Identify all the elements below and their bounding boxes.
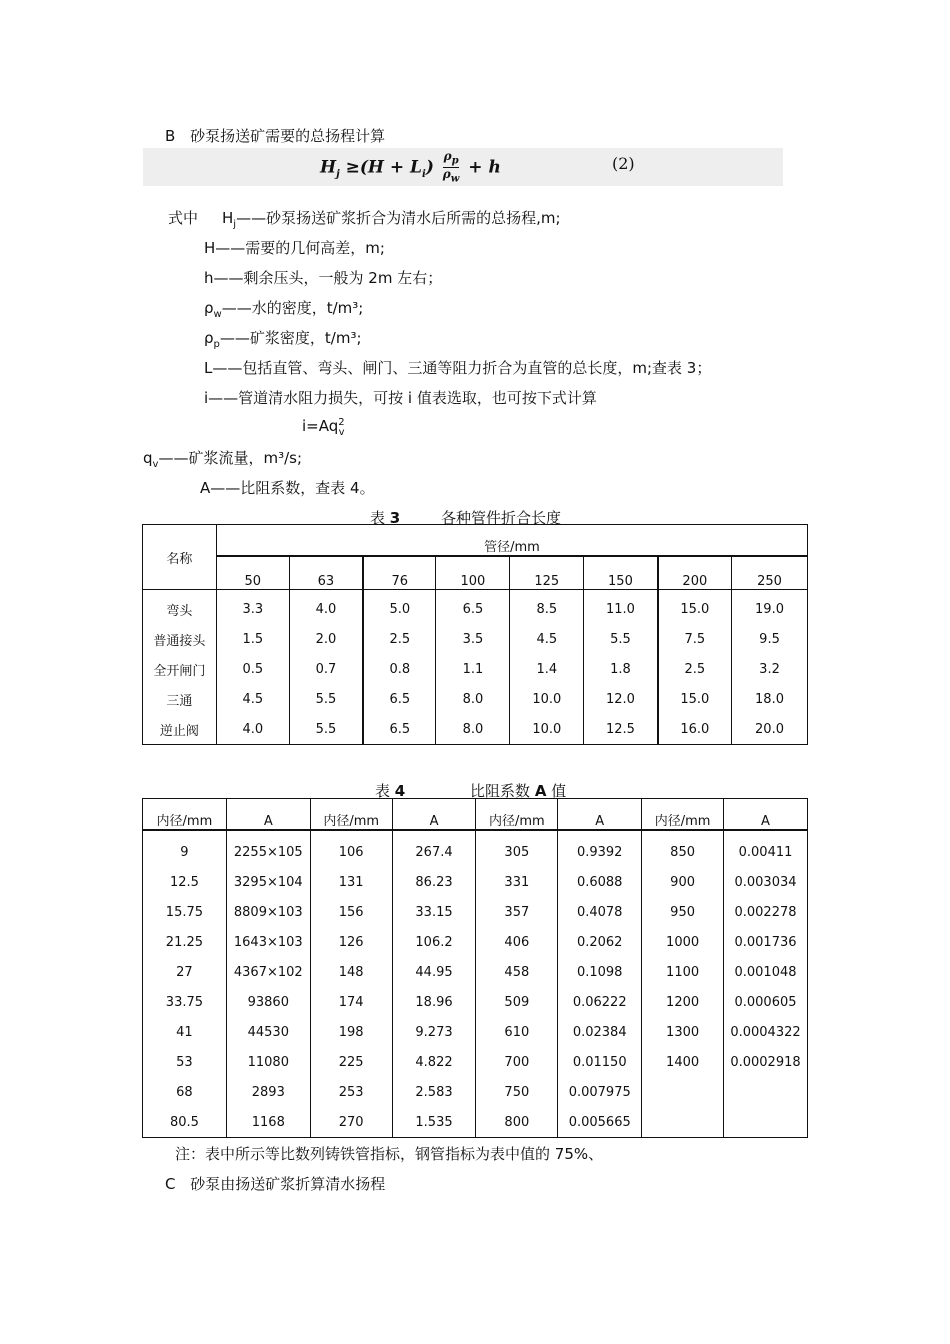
table4-cell: 9 [143, 830, 227, 867]
table4-cell: 0.0002918 [724, 1047, 808, 1077]
table4-cell: 900 [642, 867, 724, 897]
table4-cell: 0.00411 [724, 830, 808, 867]
table4-caption-num: 4 [394, 782, 406, 800]
table4-row [143, 957, 808, 987]
table3-caption-prefix: 表 [370, 509, 386, 527]
table4-cell: 700 [476, 1047, 558, 1077]
table4-cell: 44.95 [392, 957, 476, 987]
table3-row [143, 684, 808, 714]
table4-cell: 8809×103 [226, 897, 310, 927]
formula-tail: + h [468, 157, 501, 178]
table4-header-cell: 内径/mm [310, 799, 392, 831]
table3-cell: 12.0 [584, 684, 658, 714]
hj-symbol: H [222, 209, 234, 227]
table3-cell: 7.5 [658, 624, 732, 654]
table3-diameter-cell: 63 [289, 556, 363, 590]
table3-cell: 18.0 [732, 684, 808, 714]
frac-den: ρ [442, 167, 451, 182]
table4-cell: 33.15 [392, 897, 476, 927]
table4-cell: 1000 [642, 927, 724, 957]
table4-row [143, 897, 808, 927]
table4-cell: 126 [310, 927, 392, 957]
table4-header-cell: 内径/mm [642, 799, 724, 831]
section-c-heading [165, 1173, 385, 1194]
table3-diameter-cell: 250 [732, 556, 808, 590]
table3-row-name: 三通 [143, 684, 217, 714]
table4-cell: 850 [642, 830, 724, 867]
table4-cell: 106.2 [392, 927, 476, 957]
table4-row [143, 927, 808, 957]
table4-cell: 106 [310, 830, 392, 867]
table4-row [143, 987, 808, 1017]
rho-w-text: ——水的密度，t/m³; [221, 299, 364, 317]
table3-header-row [143, 525, 808, 557]
def-i-equation [302, 417, 345, 438]
table4-cell: 198 [310, 1017, 392, 1047]
table4-header-cell: A [558, 799, 642, 831]
table3-cell: 9.5 [732, 624, 808, 654]
rho-p-text: ——矿浆密度，t/m³; [219, 329, 362, 347]
table4-cell: 0.001048 [724, 957, 808, 987]
rho-w-symbol: ρ [204, 299, 214, 317]
table4-header-cell: A [392, 799, 476, 831]
table3-cell: 5.5 [584, 624, 658, 654]
table4-cell: 12.5 [143, 867, 227, 897]
def-rho-w [204, 297, 363, 320]
table4-row [143, 1017, 808, 1047]
table3-row-name: 全开闸门 [143, 654, 217, 684]
table4-cell: 0.005665 [558, 1107, 642, 1138]
table4-cell: 9.273 [392, 1017, 476, 1047]
table4-cell: 27 [143, 957, 227, 987]
table3-cell: 1.8 [584, 654, 658, 684]
table4-cell: 357 [476, 897, 558, 927]
table4-cell: 1168 [226, 1107, 310, 1138]
i-eq-sup: 2 [338, 417, 345, 428]
i-eq-sub: v [338, 427, 345, 438]
table4-cell: 174 [310, 987, 392, 1017]
table3-cell: 0.8 [363, 654, 436, 684]
table4-cell: 750 [476, 1077, 558, 1107]
table4-cell: 0.002278 [724, 897, 808, 927]
table4-row [143, 1077, 808, 1107]
table4-caption-prefix: 表 [375, 782, 391, 800]
table4-cell: 0.001736 [724, 927, 808, 957]
table4-cell: 225 [310, 1047, 392, 1077]
table4-cell: 305 [476, 830, 558, 867]
table3-cell: 4.0 [216, 714, 289, 745]
table4-cell: 0.1098 [558, 957, 642, 987]
table3-cell: 3.5 [436, 624, 510, 654]
table3-cell: 6.5 [436, 590, 510, 625]
table4-cell [642, 1107, 724, 1138]
table3-cell: 3.2 [732, 654, 808, 684]
table4-cell: 2.583 [392, 1077, 476, 1107]
table3-cell: 4.0 [289, 590, 363, 625]
table4-cell: 0.9392 [558, 830, 642, 867]
table3-cell: 12.5 [584, 714, 658, 745]
table3-cell: 4.5 [216, 684, 289, 714]
table3-row-name: 弯头 [143, 590, 217, 625]
def-rho-p [204, 327, 362, 350]
table4-cell: 406 [476, 927, 558, 957]
table3-cell: 1.5 [216, 624, 289, 654]
table4-cell: 44530 [226, 1017, 310, 1047]
table-note: 注：表中所示等比数列铸铁管指标，钢管指标为表中值的 75%、 [175, 1145, 604, 1163]
table3-cell: 10.0 [510, 684, 584, 714]
table3-row [143, 624, 808, 654]
table4-cell: 610 [476, 1017, 558, 1047]
table4-cell: 0.2062 [558, 927, 642, 957]
table4-cell: 4.822 [392, 1047, 476, 1077]
table4-cell: 1.535 [392, 1107, 476, 1138]
table4-cell: 331 [476, 867, 558, 897]
section-b-heading [165, 125, 385, 146]
table4-caption-title: 比阻系数 [470, 782, 531, 800]
table4-cell: 93860 [226, 987, 310, 1017]
section-b-label: B [165, 127, 176, 145]
formula-lhs-sub: j [336, 168, 340, 180]
table4-cell: 0.007975 [558, 1077, 642, 1107]
formula-close: ) [425, 157, 434, 178]
table4-cell: 4367×102 [226, 957, 310, 987]
table3-group-header: 管径/mm [216, 525, 807, 557]
formula-rel: ≥(H + L [345, 157, 422, 178]
table3-cell: 10.0 [510, 714, 584, 745]
table4-cell: 3295×104 [226, 867, 310, 897]
table4-cell [724, 1077, 808, 1107]
table3-cell: 6.5 [363, 684, 436, 714]
def-hj [222, 207, 561, 230]
table4-row [143, 867, 808, 897]
table3-cell: 8.5 [510, 590, 584, 625]
table4-cell: 1400 [642, 1047, 724, 1077]
table4-cell [642, 1077, 724, 1107]
formula-l-sub: i [422, 168, 426, 180]
table3-diameter-cell: 50 [216, 556, 289, 590]
table4-cell: 800 [476, 1107, 558, 1138]
table4-cell: 15.75 [143, 897, 227, 927]
table3-cell: 0.5 [216, 654, 289, 684]
table4-cell: 53 [143, 1047, 227, 1077]
hj-text: ——砂泵扬送矿浆折合为清水后所需的总扬程,m; [236, 209, 561, 227]
table3-diameter-cell: 100 [436, 556, 510, 590]
table4-cell: 1643×103 [226, 927, 310, 957]
table4-cell: 0.4078 [558, 897, 642, 927]
table3-cell: 16.0 [658, 714, 732, 745]
table4-cell: 148 [310, 957, 392, 987]
table4-cell: 0.003034 [724, 867, 808, 897]
formula-lhs: H [320, 157, 337, 178]
table4-cell: 0.02384 [558, 1017, 642, 1047]
table4-cell: 41 [143, 1017, 227, 1047]
formula-fraction [443, 150, 460, 186]
table4-caption-bold: A [534, 782, 547, 800]
table3-caption-title: 各种管件折合长度 [441, 509, 562, 527]
table4-cell: 267.4 [392, 830, 476, 867]
qv-text: ——矿浆流量，m³/s; [158, 449, 303, 467]
table4-cell: 0.6088 [558, 867, 642, 897]
table3-diameter-row [143, 556, 808, 590]
table3-diameter-cell: 150 [584, 556, 658, 590]
table3-caption-num: 3 [389, 509, 401, 527]
table4-cell: 1200 [642, 987, 724, 1017]
table3-row [143, 654, 808, 684]
def-intro: 式中 [168, 209, 199, 227]
table4-cell: 0.0004322 [724, 1017, 808, 1047]
rho-p-sub: p [213, 339, 220, 350]
def-H: H——需要的几何高差，m; [204, 239, 385, 257]
def-qv [143, 447, 302, 470]
table3-cell: 0.7 [289, 654, 363, 684]
frac-num-sub: p [451, 155, 459, 167]
table4-cell: 1300 [642, 1017, 724, 1047]
table4-header-row [143, 799, 808, 831]
table4-cell: 458 [476, 957, 558, 987]
frac-den-sub: w [450, 173, 460, 185]
def-h: h——剩余压头，一般为 2m 左右； [204, 269, 443, 287]
hj-sub: j [233, 219, 237, 230]
table4-cell: 33.75 [143, 987, 227, 1017]
table3-cell: 8.0 [436, 684, 510, 714]
table4-caption-tail: 值 [551, 782, 567, 800]
table3-diameter-cell: 200 [658, 556, 732, 590]
table4-cell: 253 [310, 1077, 392, 1107]
table3-cell: 2.0 [289, 624, 363, 654]
table3-cell: 2.5 [363, 624, 436, 654]
table4-cell: 21.25 [143, 927, 227, 957]
table4-cell [724, 1107, 808, 1138]
table3-cell: 15.0 [658, 590, 732, 625]
table4-row [143, 830, 808, 867]
table3-row-name: 逆止阀 [143, 714, 217, 745]
rho-w-sub: w [213, 309, 222, 320]
table3-diameter-cell: 76 [363, 556, 436, 590]
table3-cell: 5.0 [363, 590, 436, 625]
table4-cell: 156 [310, 897, 392, 927]
table3 [142, 524, 808, 745]
table4-cell: 270 [310, 1107, 392, 1138]
i-eq-text: i=Aq [302, 417, 339, 435]
table4-cell: 131 [310, 867, 392, 897]
qv-sub: v [152, 459, 159, 470]
table3-row-name: 普通接头 [143, 624, 217, 654]
table4-header-cell: 内径/mm [476, 799, 558, 831]
table3-cell: 20.0 [732, 714, 808, 745]
table4-header-cell: A [724, 799, 808, 831]
table4-row [143, 1107, 808, 1138]
table3-cell: 5.5 [289, 684, 363, 714]
equation-number: (2) [612, 154, 635, 173]
table4-header-cell: 内径/mm [143, 799, 227, 831]
table4-cell: 950 [642, 897, 724, 927]
table4-cell: 1100 [642, 957, 724, 987]
table4-cell: 68 [143, 1077, 227, 1107]
def-i: i——管道清水阻力损失，可按 i 值表选取，也可按下式计算 [204, 389, 597, 407]
rho-p-symbol: ρ [204, 329, 214, 347]
table3-diameter-cell: 125 [510, 556, 584, 590]
table4-row [143, 1047, 808, 1077]
formula-2 [320, 150, 501, 186]
table3-cell: 2.5 [658, 654, 732, 684]
table4-cell: 2893 [226, 1077, 310, 1107]
table3-cell: 3.3 [216, 590, 289, 625]
table3-cell: 8.0 [436, 714, 510, 745]
table4-cell: 509 [476, 987, 558, 1017]
table4-cell: 0.01150 [558, 1047, 642, 1077]
table3-cell: 15.0 [658, 684, 732, 714]
section-c-title: 砂泵由扬送矿浆折算清水扬程 [190, 1175, 386, 1193]
table3-name-header: 名称 [143, 525, 217, 590]
section-c-label: C [165, 1175, 176, 1193]
table3-row [143, 714, 808, 745]
table4-cell: 0.000605 [724, 987, 808, 1017]
table3-cell: 19.0 [732, 590, 808, 625]
table4-cell: 86.23 [392, 867, 476, 897]
table3-cell: 1.1 [436, 654, 510, 684]
table3-cell: 1.4 [510, 654, 584, 684]
table3-cell: 11.0 [584, 590, 658, 625]
table3-cell: 5.5 [289, 714, 363, 745]
table4 [142, 798, 808, 1138]
section-b-title: 砂泵扬送矿需要的总扬程计算 [190, 127, 386, 145]
table4-cell: 0.06222 [558, 987, 642, 1017]
table4-cell: 11080 [226, 1047, 310, 1077]
def-L: L——包括直管、弯头、闸门、三通等阻力折合为直管的总长度，m;查表 3； [204, 359, 712, 377]
qv-symbol: q [143, 449, 153, 467]
table3-row [143, 590, 808, 625]
table4-header-cell: A [226, 799, 310, 831]
def-A: A——比阻系数，查表 4。 [200, 479, 375, 497]
table3-cell: 6.5 [363, 714, 436, 745]
frac-num: ρ [443, 149, 452, 163]
table3-cell: 4.5 [510, 624, 584, 654]
table4-cell: 2255×105 [226, 830, 310, 867]
table4-cell: 18.96 [392, 987, 476, 1017]
table4-cell: 80.5 [143, 1107, 227, 1138]
